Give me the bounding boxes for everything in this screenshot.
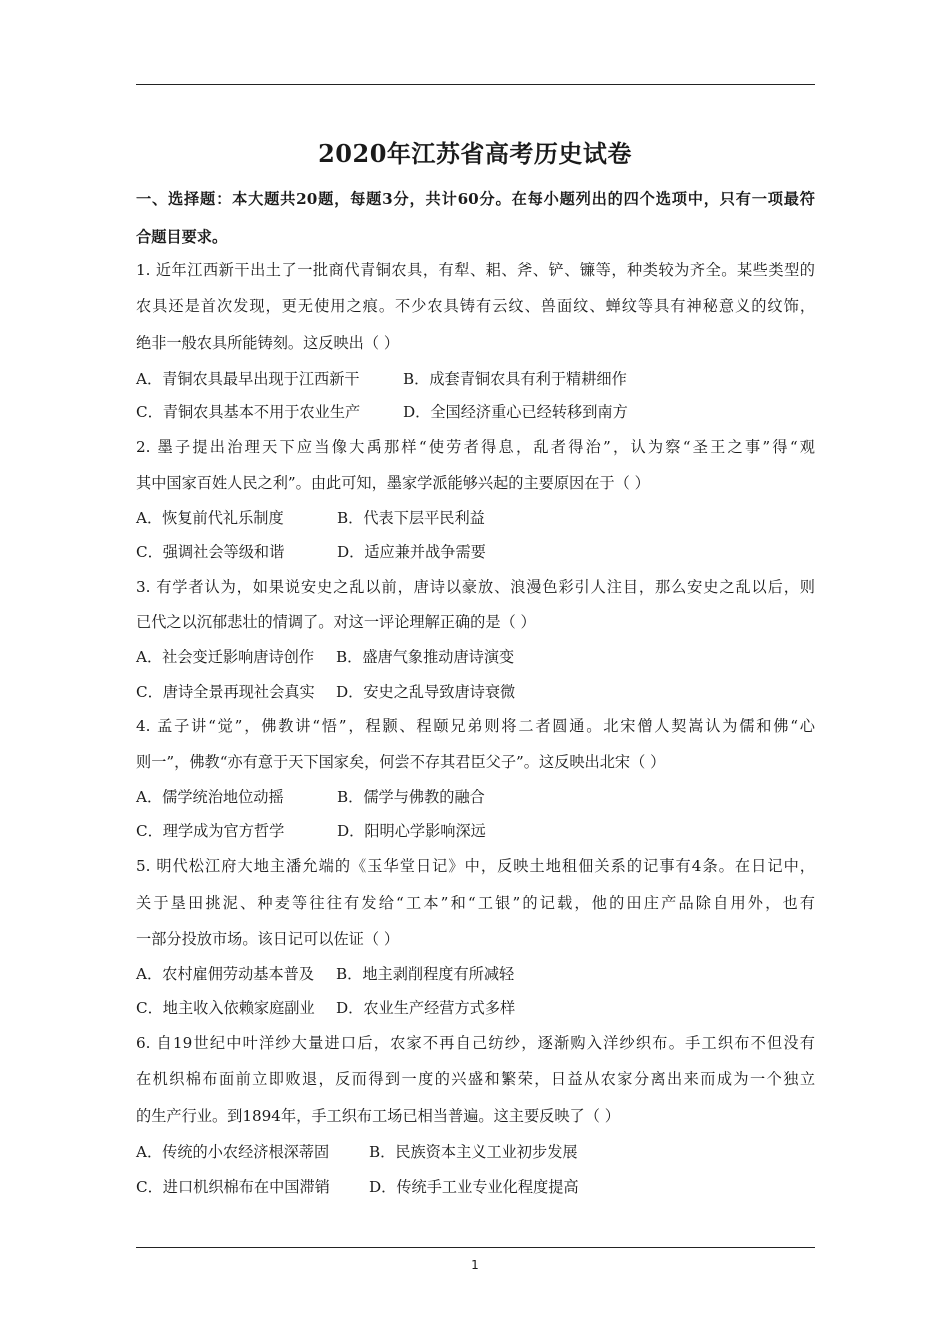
question-5-line-3: 一部分投放市场。该日记可以佐证（ ） (136, 930, 400, 948)
question-3-option-c[interactable]: C．唐诗全景再现社会真实 (136, 683, 315, 701)
question-6-line-2: 在机织棉布面前立即败退，反而得到一度的兴盛和繁荣，日益从农家分离出来而成为一个独立 (136, 1070, 815, 1088)
question-6-option-b[interactable]: B．民族资本主义工业初步发展 (369, 1143, 578, 1161)
question-5-line-1: 5. 明代松江府大地主潘允端的《玉华堂日记》中，反映土地租佃关系的记事有4条。在日记中， (136, 857, 815, 875)
question-3-option-a[interactable]: A．社会变迁影响唐诗创作 (136, 648, 315, 666)
question-2-option-c[interactable]: C．强调社会等级和谐 (136, 543, 285, 561)
question-3-option-d[interactable]: D．安史之乱导致唐诗衰微 (336, 683, 516, 701)
question-1-line-3: 绝非一般农具所能铸刻。这反映出（ ） (136, 334, 400, 352)
section-heading-line-1: 一、选择题：本大题共20题，每题3分，共计60分。在每小题列出的四个选项中，只有一项最符 (136, 190, 815, 208)
question-5-option-c[interactable]: C．地主收入依赖家庭副业 (136, 999, 315, 1017)
question-1-line-2: 农具还是首次发现，更无使用之痕。不少农具铸有云纹、兽面纹、蝉纹等具有神秘意义的纹饰， (136, 297, 815, 315)
question-4-option-a[interactable]: A．儒学统治地位动摇 (136, 788, 284, 806)
question-6-option-c[interactable]: C．进口机织棉布在中国滞销 (136, 1178, 330, 1196)
header-rule (136, 84, 815, 85)
question-6-option-a[interactable]: A．传统的小农经济根深蒂固 (136, 1143, 330, 1161)
question-6-line-3: 的生产行业。到1894年，手工织布工场已相当普遍。这主要反映了（ ） (136, 1107, 620, 1125)
question-5-option-b[interactable]: B．地主剥削程度有所减轻 (336, 965, 515, 983)
question-6-line-1: 6. 自19世纪中叶洋纱大量进口后，农家不再自己纺纱，逐渐购入洋纱织布。手工织布不但没有 (136, 1034, 815, 1052)
question-4-option-c[interactable]: C．理学成为官方哲学 (136, 822, 285, 840)
question-2-option-b[interactable]: B．代表下层平民利益 (337, 509, 485, 527)
question-4-option-d[interactable]: D．阳明心学影响深远 (337, 822, 486, 840)
question-5-line-2: 关于垦田挑泥、种麦等往往有发给“工本”和“工银”的记载，他的田庄产品除自用外，也有 (136, 894, 815, 912)
question-1-option-c[interactable]: C．青铜农具基本不用于农业生产 (136, 403, 361, 421)
question-2-option-a[interactable]: A．恢复前代礼乐制度 (136, 509, 284, 527)
question-1-option-b[interactable]: B．成套青铜农具有利于精耕细作 (403, 370, 627, 388)
question-2-line-2: 其中国家百姓人民之利”。由此可知，墨家学派能够兴起的主要原因在于（ ） (136, 474, 650, 492)
question-3-line-1: 3. 有学者认为，如果说安史之乱以前，唐诗以豪放、浪漫色彩引人注目，那么安史之乱以后，则 (136, 578, 815, 596)
footer-rule (136, 1247, 815, 1248)
question-4-line-1: 4. 孟子讲“觉”，佛教讲“悟”，程颢、程颐兄弟则将二者圆通。北宋僧人契嵩认为儒和佛“心 (136, 717, 815, 735)
question-5-option-d[interactable]: D．农业生产经营方式多样 (336, 999, 516, 1017)
page-number: 1 (471, 1258, 479, 1272)
page-title: 2020年江苏省高考历史试卷 (318, 139, 632, 168)
question-4-line-2: 则一”，佛教“亦有意于天下国家矣，何尝不存其君臣父子”。这反映出北宋（ ） (136, 753, 666, 771)
question-2-line-1: 2. 墨子提出治理天下应当像大禹那样“使劳者得息，乱者得治”，认为察“圣王之事”得“观 (136, 438, 815, 456)
question-3-option-b[interactable]: B．盛唐气象推动唐诗演变 (336, 648, 515, 666)
question-3-line-2: 已代之以沉郁悲壮的情调了。对这一评论理解正确的是（ ） (136, 613, 536, 631)
question-1-option-d[interactable]: D．全国经济重心已经转移到南方 (403, 403, 628, 421)
question-6-option-d[interactable]: D．传统手工业专业化程度提高 (369, 1178, 579, 1196)
question-5-option-a[interactable]: A．农村雇佣劳动基本普及 (136, 965, 315, 983)
question-1-option-a[interactable]: A．青铜农具最早出现于江西新干 (136, 370, 360, 388)
question-1-line-1: 1. 近年江西新干出土了一批商代青铜农具，有犁、耜、斧、铲、镰等，种类较为齐全。某些类型的 (136, 261, 815, 279)
question-4-option-b[interactable]: B．儒学与佛教的融合 (337, 788, 485, 806)
question-2-option-d[interactable]: D．适应兼并战争需要 (337, 543, 486, 561)
section-heading-line-2: 合题目要求。 (136, 228, 228, 246)
